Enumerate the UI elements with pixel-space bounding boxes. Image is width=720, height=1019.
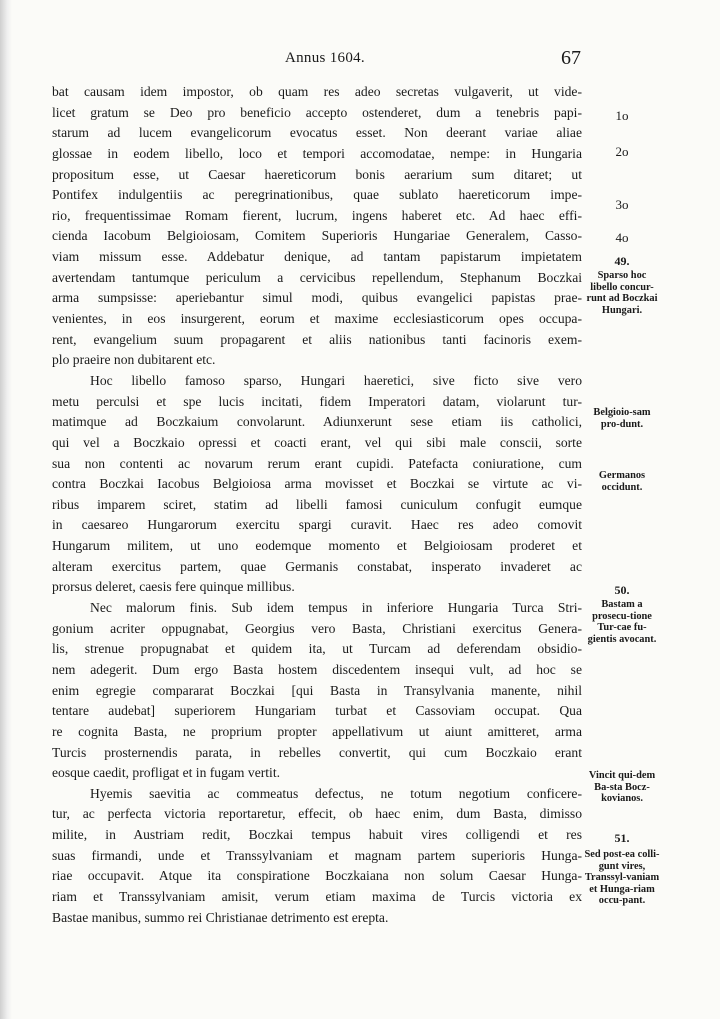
text-line: tur, ac perfecta victoria reportaretur, effecit, ob haec enim, dum Basta, dimisso — [52, 806, 582, 822]
text-line: cienda Iacobum Belgioiosam, Comitem Superioris Hungariae Generalem, Casso- — [52, 228, 582, 244]
text-line: gonium acriter oppugnabat, Georgius vero Basta, Christiani exercitus Genera- — [52, 620, 582, 636]
text-line: arma sumpsisse: aperiebantur simul modi, quibus evangelici papistas prae- — [52, 290, 582, 306]
text-line: bat causam idem impostor, ob quam res adeo secretas vulgaverit, ut vide- — [52, 84, 582, 99]
text-line: glossae in eodem libello, loco et tempori accomodatae, nempe: in Hungaria — [52, 145, 582, 161]
text-line: propositum esse, ut Caesar haereticorum bonis aerarium sum ditaret; ut — [52, 166, 582, 182]
margin-note-sparso: Sparso hoc libello concur-runt ad Boczkai Hungari. — [586, 270, 658, 316]
section-number-51: 51. — [614, 831, 630, 845]
margin-note-vincit: Vincit qui-dem Ba-sta Bocz-kovianos. — [588, 770, 656, 805]
text-line: matimque ad Boczkaium convolarunt. Adiunxerunt sese etiam iis catholici, — [52, 414, 582, 430]
text-line: eosque caedit, profligat et in fugam vertit. — [52, 765, 280, 781]
text-line: alteram exercitus partem, quae Germanis constabat, insperato invaderet ac — [52, 558, 582, 574]
margin-note-bastam: Bastam a prosecu-tione Tur-cae fu-gientis avocant. — [587, 599, 657, 645]
margin-note-germanos: Germanos occidunt. — [598, 470, 646, 493]
margin-note-belgioiosam: Belgioio-sam pro-dunt. — [593, 407, 651, 430]
text-line: viam missum esse. Addebatur denique, ad tantam papistarum impietatem — [52, 249, 582, 265]
page-number: 67 — [561, 47, 581, 69]
text-line: suas firmandi, unde et Transsylvaniam et magnam partem superioris Hunga- — [52, 847, 582, 863]
margin-line-marker-3o: 3o — [615, 197, 629, 212]
margin-note-sed-postea: Sed post-ea colli-gunt vires, Transsyl-vaniam et Hunga-riam occu-pant. — [584, 849, 660, 907]
text-line: ribus imparem sciret, statim ad libelli famosi cuniculum confugit eumque — [52, 496, 582, 512]
scanned-page-edge — [0, 0, 12, 1019]
text-line: sua non contenti ac novarum rerum erant cupidi. Patefacta coniuratione, cum — [52, 455, 582, 471]
text-line: enim egregie compararat Boczkai [qui Basta in Transylvania manente, nihil — [52, 682, 582, 698]
margin-line-marker-1o: 1o — [615, 108, 629, 123]
text-line: contra Boczkai Iacobus Belgioiosa arma movisset et Boczkai se virtute ac vi- — [52, 476, 582, 492]
text-line: metu perculsi et spe lucis incitati, fidem Imperatori datam, violarunt tur- — [52, 393, 582, 409]
text-line: in caesareo Hungarorum exercitu spargi curavit. Haec res adeo comovit — [52, 517, 582, 533]
text-line: riam et Transsylvaniam amisit, verum etiam maxima de Turcis victoria ex — [52, 888, 582, 904]
running-head: Annus 1604. — [285, 50, 365, 66]
text-line: Hyemis saevitia ac commeatus defectus, ne totum negotium conficere- — [90, 785, 582, 801]
text-line: plo praeire non dubitarent etc. — [52, 352, 216, 368]
margin-line-marker-4o: 4o — [615, 230, 629, 245]
text-line: Turcis prosternendis parata, in rebelles convertit, qui cum Boczkaio erant — [52, 744, 582, 760]
text-line: licet gratum se Deo pro beneficio accepto ostenderet, dum a tenebris papi- — [52, 104, 582, 120]
text-line: rent, evangelium suum propagarent et aliis nationibus tanti facinoris exem- — [52, 331, 582, 347]
main-text — [52, 82, 582, 928]
text-line: nem adegerit. Dum ergo Basta hostem discedentem insequi vult, ad hoc se — [52, 661, 582, 677]
text-line: milite, in Austriam redit, Boczkai tempus habuit vires colligendi et res — [52, 827, 582, 843]
text-line: tentare audebat] superiorem Hungariam turbat et Cassoviam occupat. Qua — [52, 703, 582, 719]
text-line: riae occupavit. Atque ita conspiratione Boczkaiana non solum Caesar Hunga- — [52, 868, 582, 884]
text-line: Nec malorum finis. Sub idem tempus in inferiore Hungaria Turca Stri- — [90, 600, 582, 616]
text-line: avertendam tantumque periculum a cervicibus repellendum, Stephanum Boczkai — [52, 269, 582, 285]
text-line: venientes, in eos insurgerent, eorum et maxime ecclesiasticorum opes occupa- — [52, 311, 582, 327]
text-line: qui vel a Boczkaio opressi et coacti erant, vel qui sibi male conscii, sorte — [52, 434, 582, 450]
text-line: Pontifex indulgentiis ac peregrinationibus, quae sublato haereticorum impe- — [52, 187, 582, 203]
text-line: Hungarum militem, ut uno eodemque momento et Belgioiosam proderet et — [52, 538, 582, 554]
margin-line-marker-2o: 2o — [615, 144, 629, 159]
section-number-49: 49. — [614, 254, 630, 268]
section-number-50: 50. — [614, 583, 630, 597]
text-line: re cognita Basta, ne proprium propter appellativum ut aiunt amitteret, arma — [52, 723, 582, 739]
text-line: Bastae manibus, summo rei Christianae detrimento est erepta. — [52, 909, 389, 925]
text-line: prorsus deleret, caesis fere quinque millibus. — [52, 579, 295, 595]
text-line: lis, strenue propugnabat et quidem ita, ut Turcam ad deferendam obsidio- — [52, 641, 582, 657]
text-line: Hoc libello famoso sparso, Hungari haeretici, sive ficto sive vero — [90, 372, 582, 388]
text-line: starum ad lucem evangelicorum evocatus esset. Non deerant variae aliae — [52, 125, 582, 141]
text-line: rio, frequentissimae Romam fierent, lucrum, ingens haberet etc. Ad haec effi- — [52, 207, 582, 223]
page-header — [0, 47, 720, 74]
